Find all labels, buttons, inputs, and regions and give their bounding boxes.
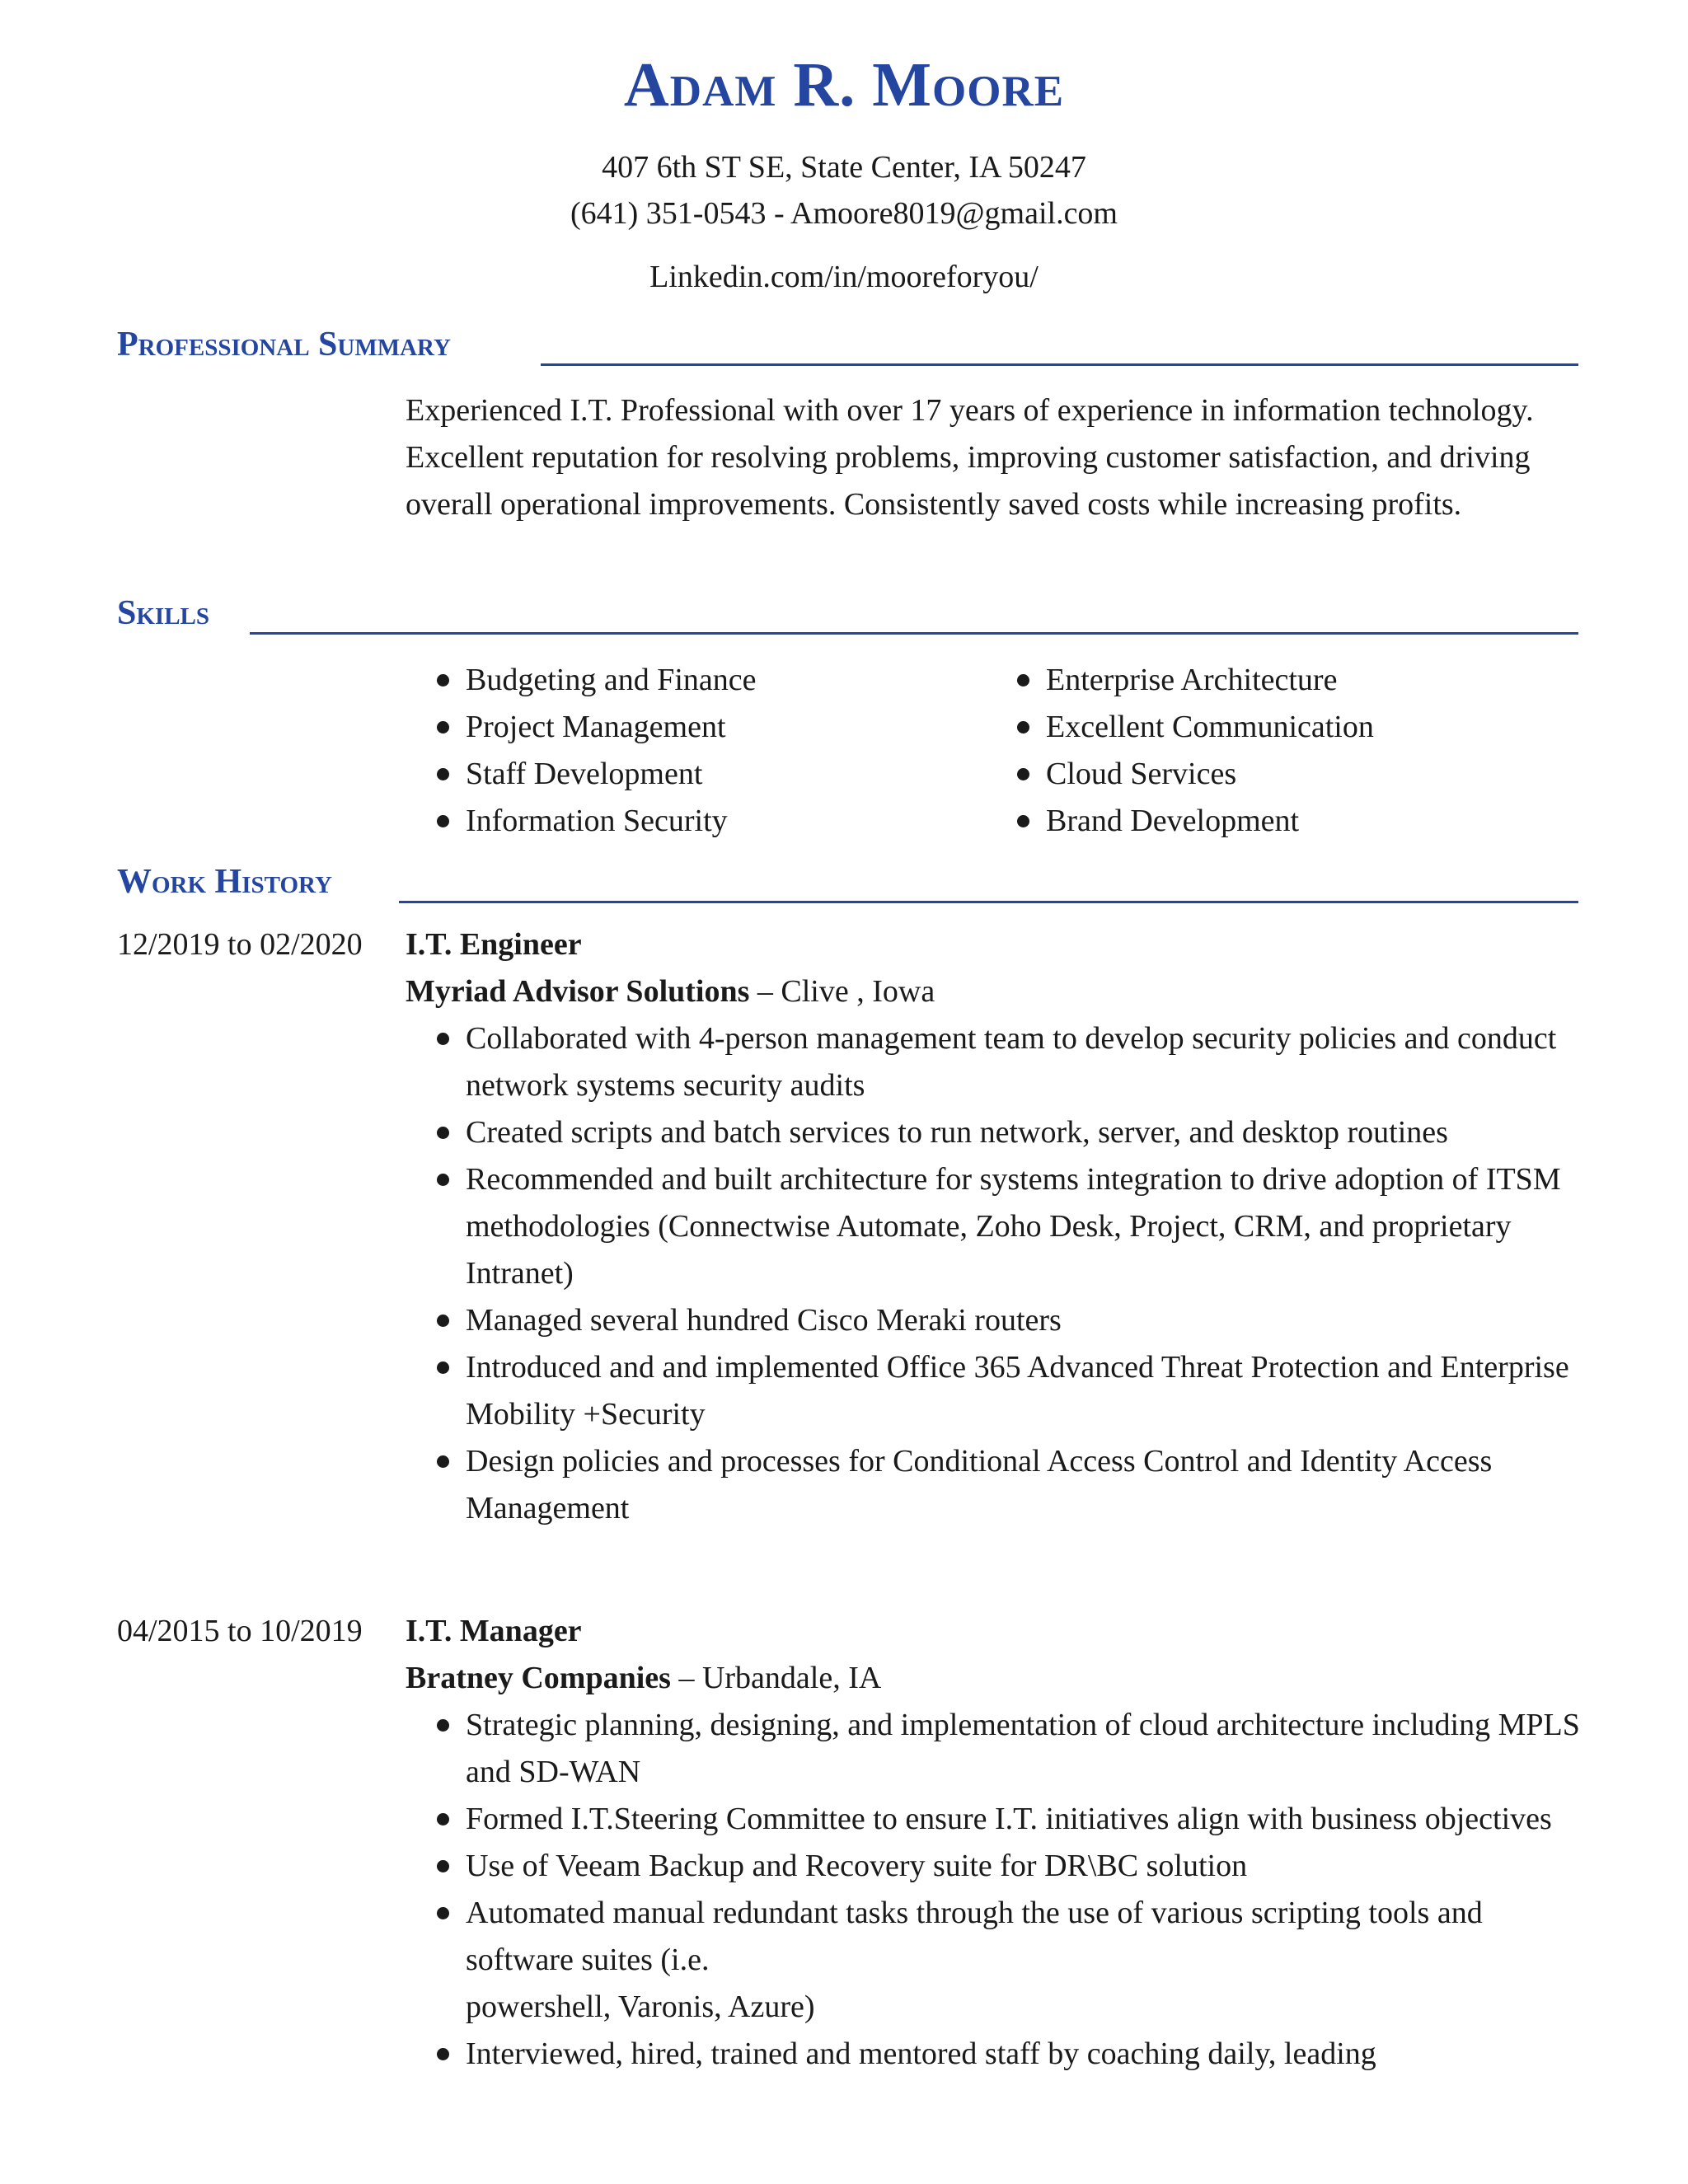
bullet-icon (437, 1907, 449, 1919)
summary-text: Experienced I.T. Professional with over 17 years of experience in information technology. Excellent reputation for resolving problems, improving customer satisfaction, and driving overall operational improvements. Consistently saved costs while increasing profits. (406, 393, 1534, 522)
bullet-icon (437, 721, 449, 733)
job-bullet: Strategic planning, designing, and implementation of cloud architecture including MPLS and SD-WAN (402, 1702, 1581, 1796)
bullet-icon (437, 1315, 449, 1327)
job-employer (406, 968, 1584, 1015)
section-rule-work-history (399, 901, 1578, 903)
skill-item: Excellent Communication (982, 704, 1374, 751)
job-details (406, 1608, 1584, 2078)
bullet-icon (437, 2048, 449, 2060)
bullet-icon (1017, 815, 1029, 827)
skill-item: Staff Development (402, 751, 756, 798)
bullet-icon (437, 768, 449, 780)
skills-list-right (982, 657, 1374, 845)
job-bullet: Interviewed, hired, trained and mentored staff by coaching daily, leading (402, 2031, 1581, 2078)
bullet-icon (437, 1361, 449, 1374)
bullet-icon (437, 1033, 449, 1045)
job-bullet: Formed I.T.Steering Committee to ensure I.T. initiatives align with business objectives (402, 1796, 1581, 1843)
job-location: – Urbandale, IA (670, 1661, 882, 1695)
company-name: Myriad Advisor Solutions (406, 974, 750, 1009)
job-bullet: Created scripts and batch services to run network, server, and desktop routines (402, 1109, 1581, 1156)
section-heading-summary: Professional Summary (117, 326, 451, 363)
phone-email-line (0, 194, 1688, 232)
bullet-icon (437, 1174, 449, 1186)
skill-item: Budgeting and Finance (402, 657, 756, 704)
job-bullets (402, 1702, 1581, 2078)
skill-item: Project Management (402, 704, 756, 751)
skill-item: Cloud Services (982, 751, 1374, 798)
job-bullet-continuation: powershell, Varonis, Azure) (466, 1990, 815, 2024)
skill-item: Information Security (402, 798, 756, 845)
bullet-icon (437, 674, 449, 687)
skill-item: Enterprise Architecture (982, 657, 1374, 704)
bullet-icon (437, 1860, 449, 1872)
email-link[interactable]: Amoore8019@gmail.com (790, 196, 1118, 231)
job-bullet: Recommended and built architecture for systems integration to drive adoption of ITSM methodologies (Connectwise Automate, Zoho Desk, Project, CRM, and proprietary Intranet) (402, 1156, 1581, 1297)
bullet-icon (437, 1813, 449, 1825)
skill-item: Brand Development (982, 798, 1374, 845)
section-heading-skills: Skills (117, 594, 210, 632)
section-rule-summary (541, 363, 1578, 366)
job-bullet: Managed several hundred Cisco Meraki routers (402, 1297, 1581, 1344)
job-dates: 12/2019 to 02/2020 (117, 927, 363, 962)
address: 407 6th ST SE, State Center, IA 50247 (602, 150, 1086, 185)
job-location: – Clive , Iowa (749, 974, 935, 1009)
job-employer (406, 1655, 1584, 1702)
job-bullet: Design policies and processes for Conditional Access Control and Identity Access Management (402, 1438, 1581, 1532)
section-rule-skills (250, 632, 1578, 635)
section-heading-work-history: Work History (117, 863, 332, 901)
job-bullets (402, 1015, 1581, 1532)
linkedin-link[interactable]: Linkedin.com/in/mooreforyou/ (649, 260, 1039, 294)
job-bullet: Automated manual redundant tasks through the use of various scripting tools and software suites (i.e. (402, 1890, 1581, 1984)
job-title: I.T. Engineer (406, 927, 582, 962)
bullet-icon (437, 1127, 449, 1139)
bullet-icon (1017, 768, 1029, 780)
company-name: Bratney Companies (406, 1661, 671, 1695)
bullet-icon (437, 1455, 449, 1468)
bullet-icon (1017, 721, 1029, 733)
bullet-icon (1017, 674, 1029, 687)
contact-separator: - (766, 196, 791, 231)
phone: (641) 351-0543 (570, 196, 767, 231)
job-dates: 04/2015 to 10/2019 (117, 1614, 363, 1648)
job-details (406, 921, 1584, 1532)
job-bullet: Introduced and and implemented Office 365 Advanced Threat Protection and Enterprise Mobility +Security (402, 1344, 1581, 1438)
bullet-icon (437, 815, 449, 827)
bullet-icon (437, 1719, 449, 1732)
job-title: I.T. Manager (406, 1614, 582, 1648)
candidate-name: Adam R. Moore (623, 50, 1065, 120)
job-bullet: Use of Veeam Backup and Recovery suite for DR\BC solution (402, 1843, 1581, 1890)
skills-list-left (402, 657, 756, 845)
job-bullet: Collaborated with 4-person management team to develop security policies and conduct network systems security audits (402, 1015, 1581, 1109)
